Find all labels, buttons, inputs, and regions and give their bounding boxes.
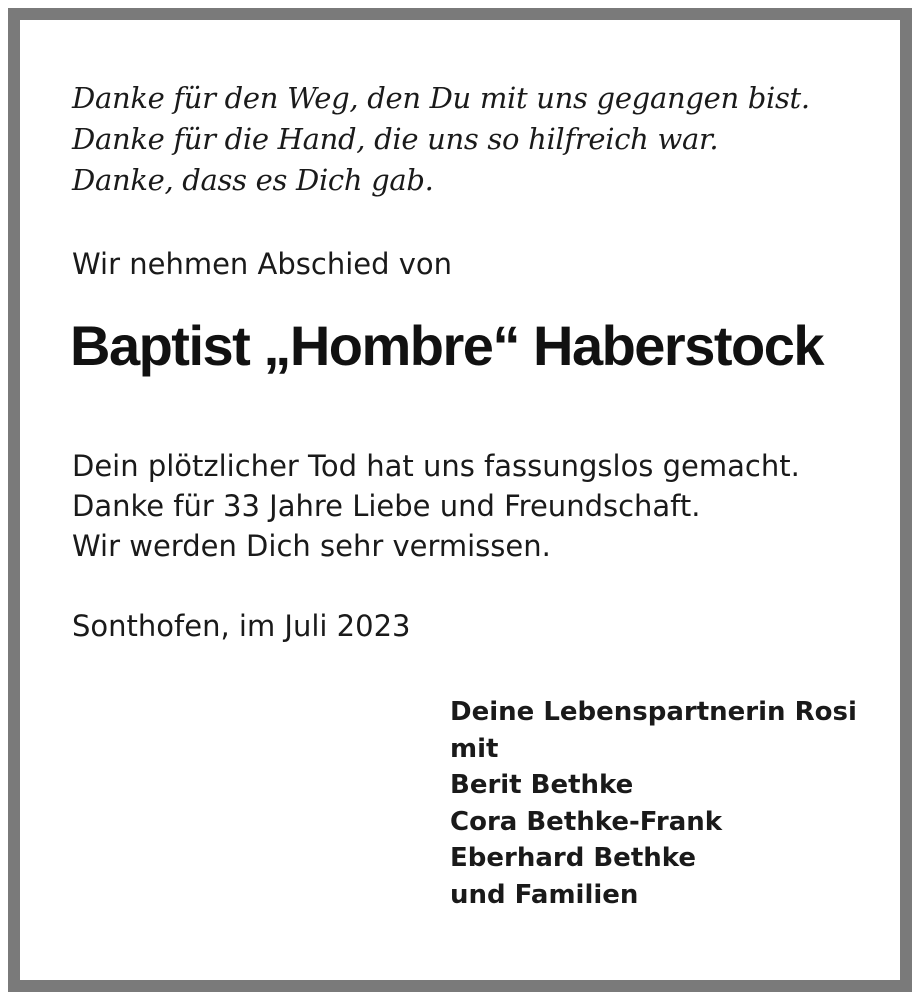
signer-line-2: mit <box>450 733 499 764</box>
poem-line-3: Danke, dass es Dich gab. <box>72 163 434 197</box>
signers-block <box>450 694 857 913</box>
place-and-date: Sonthofen, im Juli 2023 <box>72 609 411 643</box>
signer-line-5: Eberhard Bethke <box>450 843 696 873</box>
message-block <box>72 446 800 566</box>
poem-line-1: Danke für den Weg, den Du mit uns gegangen bist. <box>72 81 810 115</box>
message-line-3: Wir werden Dich sehr vermissen. <box>72 529 551 563</box>
message-line-2: Danke für 33 Jahre Liebe und Freundschaft. <box>72 489 701 523</box>
poem-block <box>72 78 810 201</box>
deceased-name: Baptist „Hombre“ Haberstock <box>70 314 824 377</box>
poem-line-2: Danke für die Hand, die uns so hilfreich war. <box>72 122 719 156</box>
signer-line-1: Deine Lebenspartnerin Rosi <box>450 697 857 727</box>
signer-line-3: Berit Bethke <box>450 770 634 800</box>
message-line-1: Dein plötzlicher Tod hat uns fassungslos gemacht. <box>72 449 800 483</box>
obituary-border-frame <box>8 8 912 992</box>
signer-line-6: und Familien <box>450 879 639 910</box>
signer-line-4: Cora Bethke-Frank <box>450 806 723 837</box>
farewell-intro: Wir nehmen Abschied von <box>72 247 453 281</box>
obituary-card <box>20 20 900 980</box>
